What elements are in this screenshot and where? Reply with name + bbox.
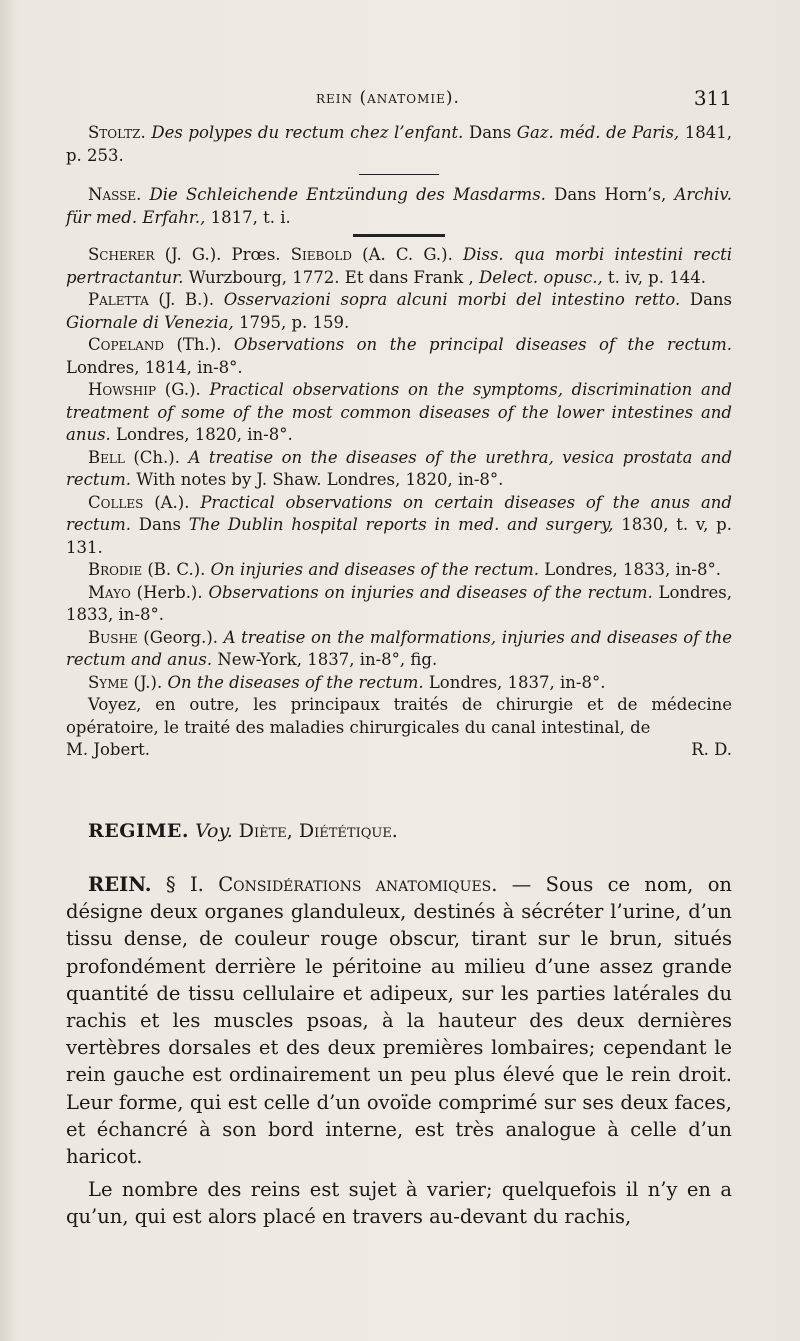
- bibliography: [66, 122, 732, 762]
- rein-paragraph-2: Le nombre des reins est sujet à varier; quelquefois il n’y en a qu’un, qui est alors placé en travers au-devant du rachis,: [66, 1178, 732, 1229]
- regime-headword: REGIME.: [88, 820, 190, 842]
- rein-article: [66, 871, 732, 1231]
- reference-mayo: Mayo (Herb.). Observations on injuries and diseases of the rectum. Londres, 1833, in-8°.: [66, 582, 732, 624]
- regime-entry: REGIME. Voy. Diète, Diététique.: [88, 820, 398, 842]
- reference-nasse: Nasse. Die Schleichende Entzündung des Masdarms. Dans Horn’s, Archiv. für med. Erfahr., 1817, t. i.: [66, 185, 733, 227]
- jobert-ref: M. Jobert.: [66, 740, 151, 759]
- reference-scherer: Scherer (J. G.). Prœs. Siebold (A. C. G.). Diss. qua morbi intestini recti pertractantur. Wurzbourg, 1772. Et dans Frank , Delect. opusc., t. iv, p. 144.: [66, 245, 732, 287]
- reference-syme: Syme (J.). On the diseases of the rectum. Londres, 1837, in-8°.: [88, 672, 606, 692]
- reference-signature-line: [66, 739, 732, 762]
- section-title: Considérations anatomiques.: [218, 873, 498, 896]
- reference-copeland: Copeland (Th.). Observations on the principal diseases of the rectum. Londres, 1814, in-8°.: [66, 335, 732, 377]
- reference-colles: Colles (A.). Practical observations on certain diseases of the anus and rectum. Dans The Dublin hospital reports in med. and surgery, 1830, t. v, p. 131.: [66, 492, 732, 557]
- reference-bushe: Bushe (Georg.). A treatise on the malformations, injuries and diseases of the rectum and anus. New-York, 1837, in-8°, fig.: [66, 627, 732, 669]
- separator-rule: [359, 174, 439, 175]
- reference-voyez: Voyez, en outre, les principaux traités de chirurgie et de médecine opératoire, le traité des maladies chirurgicales du canal intestinal, de: [66, 695, 732, 737]
- running-head-title: rein (anatomie).: [316, 88, 460, 108]
- rein-paragraph-1: REIN. § I. Considérations anatomiques. — Sous ce nom, on désigne deux organes glanduleux, destinés à sécréter l’urine, d’un tissu dense, de couleur rouge obscur, tirant sur le brun, situés profondément derrière le péritoine au milieu d’une assez grande quantité de tissu cellulaire et adipeux, sur les parties latérales du rachis et les muscles psoas, à la hauteur des deux dernières vertèbres dorsales et des deux premières lombaires; cependant le rein gauche est ordinairement un peu plus élevé que le rein droit. Leur forme, qui est celle d’un ovoïde comprimé sur ses deux faces, et échancré à son bord interne, est très analogue à celle d’un haricot.: [66, 873, 732, 1169]
- reference-brodie: Brodie (B. C.). On injuries and diseases of the rectum. Londres, 1833, in-8°.: [88, 560, 721, 579]
- reference-stoltz: Stoltz. Des polypes du rectum chez l’enfant. Dans Gaz. méd. de Paris, 1841, p. 253.: [66, 123, 732, 165]
- reference-howship: Howship (G.). Practical observations on the symptoms, discrimination and treatment of some of the most common diseases of the lower intestines and anus. Londres, 1820, in-8°.: [66, 380, 732, 444]
- separator-rule-thick: [353, 234, 445, 237]
- running-head: [66, 88, 732, 112]
- rein-headword: REIN.: [88, 873, 152, 896]
- reference-paletta: Paletta (J. B.). Osservazioni sopra alcuni morbi del intestino retto. Dans Giornale di Venezia, 1795, p. 159.: [66, 290, 733, 332]
- reference-bell: Bell (Ch.). A treatise on the diseases of the urethra, vesica prostata and rectum. With notes by J. Shaw. Londres, 1820, in-8°.: [66, 447, 733, 489]
- regime-cross-reference: Diète, Diététique.: [238, 820, 398, 842]
- page-number: 311: [693, 86, 732, 110]
- author-signature: R. D.: [691, 740, 732, 759]
